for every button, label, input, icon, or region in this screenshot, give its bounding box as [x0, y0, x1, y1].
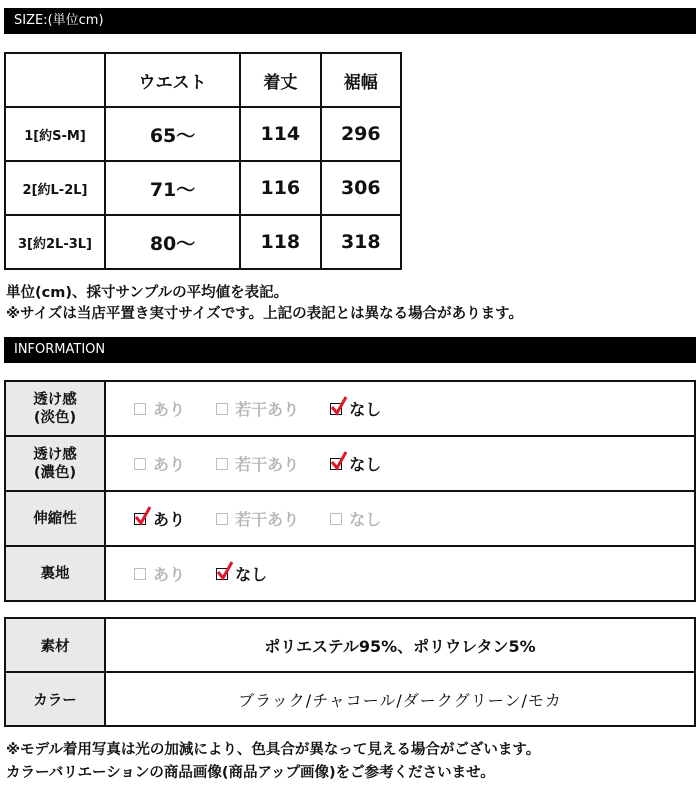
size-measure-note: ※サイズは当店平置き実寸サイズです。上記の表記とは異なる場合があります。 [6, 306, 523, 322]
size-value: 306 [321, 161, 401, 215]
info-row-lining [5, 546, 695, 601]
size-row [5, 107, 401, 161]
material-table [4, 617, 696, 727]
info-row-label: 裏地 [5, 546, 105, 601]
size-value: 116 [240, 161, 320, 215]
option-nashi: なし [330, 507, 381, 530]
checkbox-icon [216, 513, 228, 525]
info-options [105, 491, 695, 546]
size-row [5, 161, 401, 215]
option-ari: あり [134, 397, 185, 420]
size-unit-note: 単位(cm)、採寸サンプルの平均値を表記。 [6, 285, 289, 301]
color-label: カラー [5, 672, 105, 726]
information-table [4, 380, 696, 602]
option-ari: あり [134, 452, 185, 475]
size-value: 114 [240, 107, 320, 161]
material-value: ポリエステル95%、ポリウレタン5% [105, 618, 695, 672]
column-header-length: 着丈 [240, 53, 320, 107]
material-row [5, 618, 695, 672]
option-nashi: なし [216, 562, 267, 585]
footer-note-lighting: ※モデル着用写真は光の加減により、色具合が異なって見える場合がございます。 [6, 742, 541, 758]
option-jakkan-ari: 若干あり [216, 397, 299, 420]
size-row-label: 1[約S-M] [5, 107, 105, 161]
checked-checkbox-icon [330, 458, 342, 470]
column-header-waist: ウエスト [105, 53, 240, 107]
footer-note-color-variation: カラーバリエーションの商品画像(商品アップ画像)をご参考くださいませ。 [6, 765, 495, 781]
size-value: 296 [321, 107, 401, 161]
material-label: 素材 [5, 618, 105, 672]
option-nashi: なし [330, 397, 381, 420]
size-row [5, 215, 401, 269]
size-value: 80〜 [105, 215, 240, 269]
information-section-header: INFORMATION [4, 337, 696, 363]
checkbox-icon [134, 458, 146, 470]
checkbox-icon [216, 403, 228, 415]
size-value: 65〜 [105, 107, 240, 161]
size-value: 318 [321, 215, 401, 269]
info-options [105, 546, 695, 601]
info-row-label: 透け感 (濃色) [5, 436, 105, 491]
size-table-corner [5, 53, 105, 107]
info-row-stretch [5, 491, 695, 546]
size-row-label: 3[約2L-3L] [5, 215, 105, 269]
checkbox-icon [216, 458, 228, 470]
info-row-sheerness-dark [5, 436, 695, 491]
info-row-label: 伸縮性 [5, 491, 105, 546]
checkbox-icon [134, 403, 146, 415]
column-header-hem-width: 裾幅 [321, 53, 401, 107]
option-nashi: なし [330, 452, 381, 475]
checked-checkbox-icon [134, 513, 146, 525]
checkbox-icon [330, 513, 342, 525]
color-value: ブラック/チャコール/ダークグリーン/モカ [105, 672, 695, 726]
option-ari: あり [134, 507, 185, 530]
info-row-sheerness-light [5, 381, 695, 436]
option-jakkan-ari: 若干あり [216, 507, 299, 530]
checkbox-icon [134, 568, 146, 580]
size-table [4, 52, 402, 270]
info-options [105, 381, 695, 436]
size-row-label: 2[約L-2L] [5, 161, 105, 215]
checked-checkbox-icon [330, 403, 342, 415]
size-value: 71〜 [105, 161, 240, 215]
option-jakkan-ari: 若干あり [216, 452, 299, 475]
color-row [5, 672, 695, 726]
option-ari: あり [134, 562, 185, 585]
info-row-label: 透け感 (淡色) [5, 381, 105, 436]
size-value: 118 [240, 215, 320, 269]
checked-checkbox-icon [216, 568, 228, 580]
size-section-header: SIZE:(単位cm) [4, 8, 696, 34]
info-options [105, 436, 695, 491]
